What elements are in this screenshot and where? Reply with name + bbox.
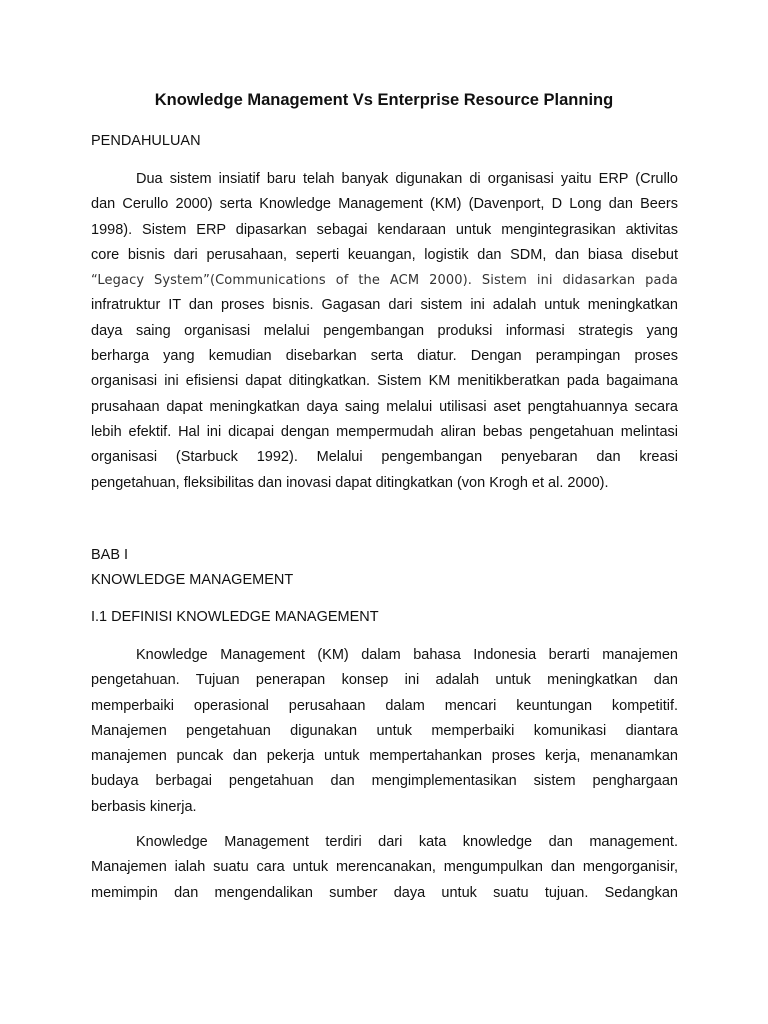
text-line: Dua sistem insiatif baru telah banyak digunakan di organisasi yaitu ERP (Crullo [136,171,678,187]
text-line: prusahaan dapat meningkatkan daya saing melalui utilisasi aset pengtahuannya secara [91,398,678,415]
heading-pendahuluan: PENDAHULUAN [91,133,201,149]
paragraph-definisi-2 [91,830,678,906]
text-line: daya saing organisasi melalui pengembangan produksi informasi strategis yang [91,322,678,339]
chapter-number: BAB I [91,547,129,563]
chapter-title: KNOWLEDGE MANAGEMENT [91,572,294,588]
text-line: Knowledge Management terdiri dari kata knowledge dan management. [136,834,678,850]
text-line: dan Cerullo 2000) serta Knowledge Management (KM) (Davenport, D Long dan Beers [91,196,678,213]
text-line: Manajemen pengetahuan digunakan untuk memperbaiki komunikasi diantara [91,722,678,739]
text-line: pengetahuan. Tujuan penerapan konsep ini adalah untuk meningkatkan dan [91,672,678,689]
text-line: memperbaiki operasional perusahaan dalam mencari keuntungan kompetitif. [91,697,678,714]
document-title: Knowledge Management Vs Enterprise Resource Planning [154,91,614,109]
text-line: infratruktur IT dan proses bisnis. Gagasan dari sistem ini adalah untuk meningkatkan [91,297,678,314]
text-line: berharga yang kemudian disebarkan serta diatur. Dengan perampingan proses [91,348,678,365]
section-heading: I.1 DEFINISI KNOWLEDGE MANAGEMENT [91,609,379,625]
text-line: berbasis kinerja. [91,798,197,815]
text-line: organisasi (Starbuck 1992). Melalui pengembangan penyebaran dan kreasi [91,449,678,466]
text-line: memimpin dan mengendalikan sumber daya untuk suatu tujuan. Sedangkan [91,884,678,901]
text-line: 1998). Sistem ERP dipasarkan sebagai kendaraan untuk mengintegrasikan aktivitas [91,221,678,238]
text-line: Manajemen ialah suatu cara untuk merencanakan, mengumpulkan dan mengorganisir, [91,859,678,876]
text-line: organisasi ini efisiensi dapat ditingkatkan. Sistem KM menitikberatkan pada bagaimana [91,373,678,390]
paragraph-pendahuluan [91,167,678,496]
paragraph-definisi-1 [91,643,678,820]
text-line: core bisnis dari perusahaan, seperti keuangan, logistik dan SDM, dan biasa disebut [91,246,678,263]
text-line: pengetahuan, fleksibilitas dan inovasi dapat ditingkatkan (von Krogh et al. 2000). [91,474,609,491]
text-line: lebih efektif. Hal ini dicapai dengan mempermudah aliran bebas pengetahuan melintasi [91,423,678,440]
text-line: budaya berbagai pengetahuan dan mengimplementasikan sistem penghargaan [91,773,678,790]
text-line: manajemen puncak dan pekerja untuk mempertahankan proses kerja, menanamkan [91,748,678,765]
text-line: “Legacy System”(Communications of the ACM 2000). Sistem ini didasarkan pada [91,273,678,289]
text-line: Knowledge Management (KM) dalam bahasa Indonesia berarti manajemen [136,647,678,663]
